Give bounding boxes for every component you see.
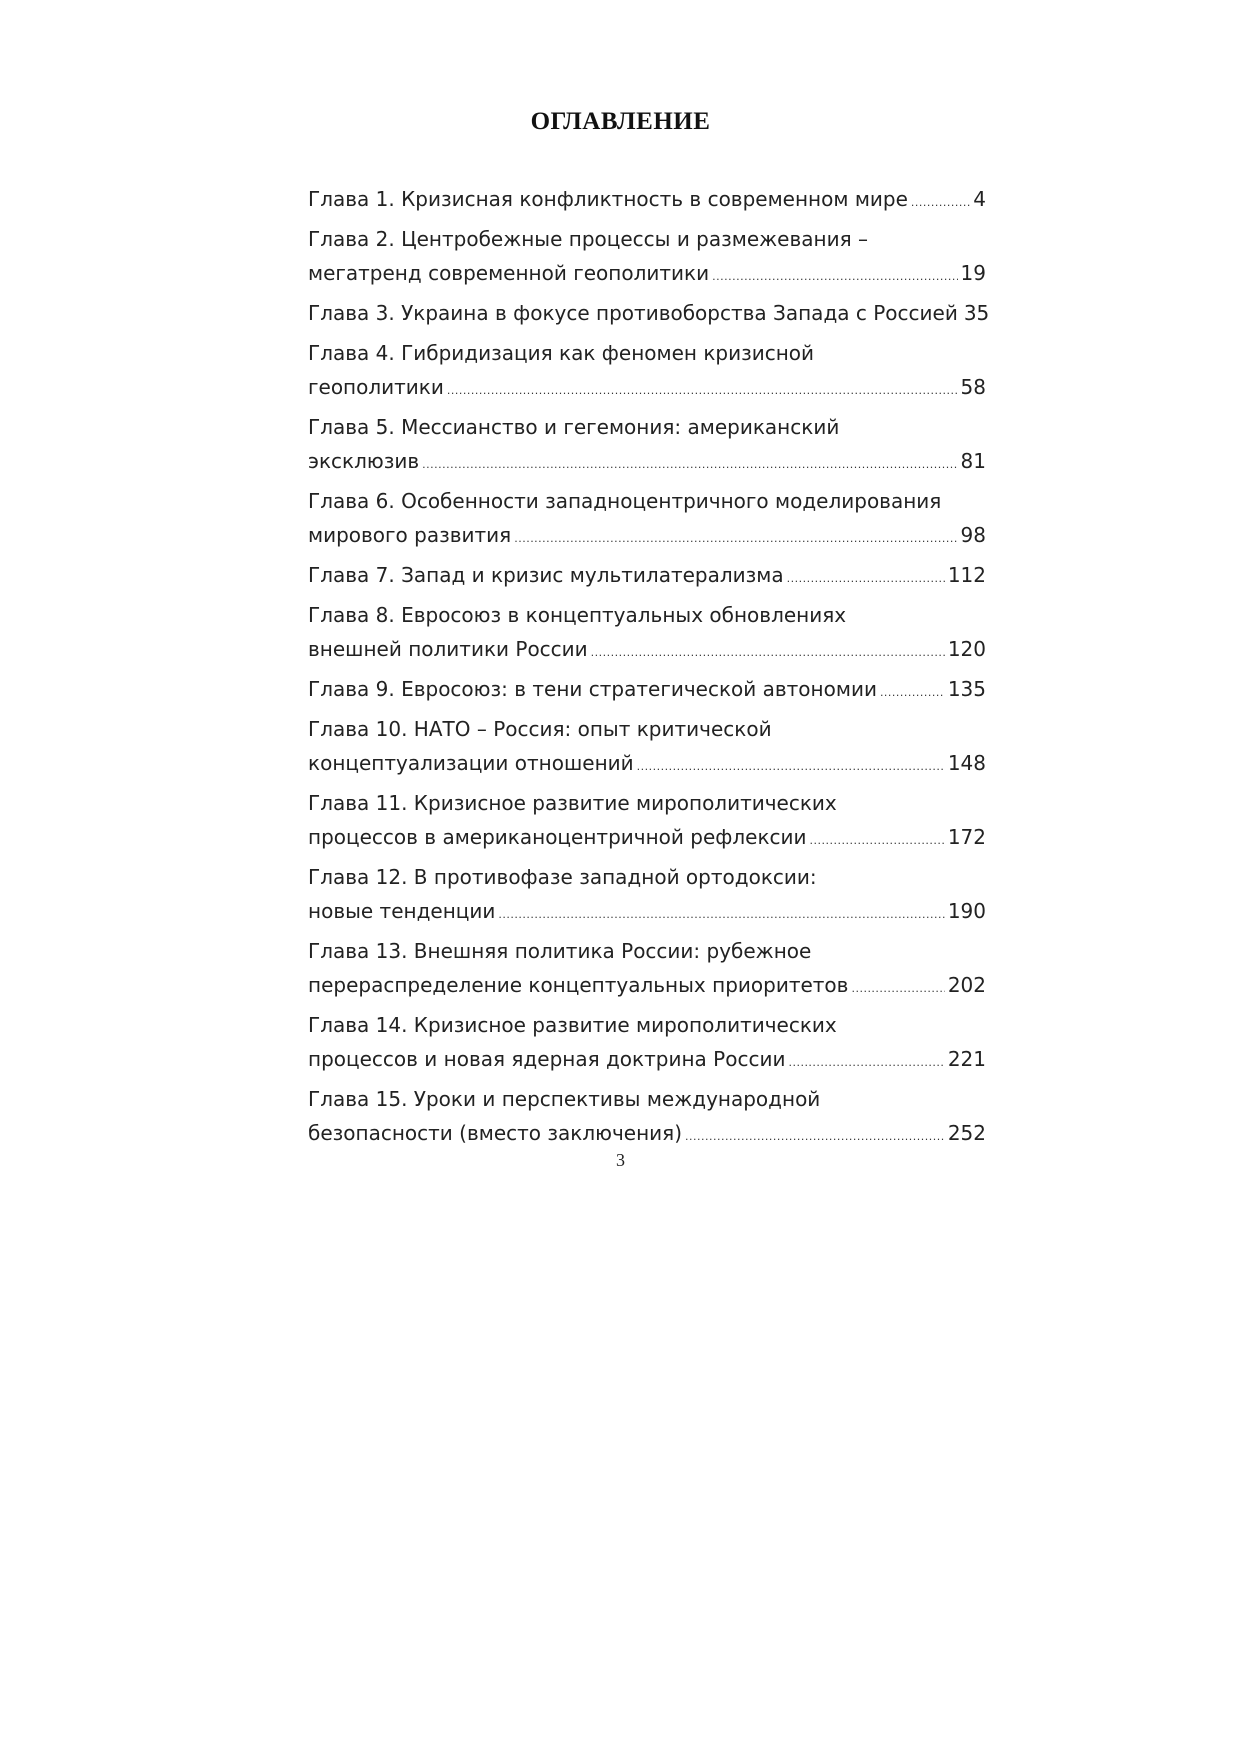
dot-leader [712, 260, 957, 294]
toc-entry-text: перераспределение концептуальных приоритетов [308, 973, 849, 997]
dot-leader [911, 186, 970, 220]
toc-page-number: 148 [947, 751, 986, 775]
toc-entry-text: внешней политики России [308, 637, 588, 661]
toc-entry-line [308, 968, 986, 1002]
dot-leader [422, 448, 957, 482]
toc-page-number: 202 [947, 973, 986, 997]
toc-entry-text: процессов в американоцентричной рефлексии [308, 825, 807, 849]
toc-page-number: 58 [960, 375, 986, 399]
toc-entry-line [308, 1042, 986, 1076]
toc-entry-line [308, 632, 986, 666]
toc-page-number: 190 [947, 899, 986, 923]
toc-entry-line [308, 746, 986, 780]
toc-entry-text: мирового развития [308, 523, 512, 547]
toc-entry-line [308, 558, 986, 592]
toc-entry-text: Глава 6. Особенности западноцентричного моделирования [308, 489, 942, 513]
toc-page-number: 98 [960, 523, 986, 547]
toc-entry-text: Глава 12. В противофазе западной ортодоксии: [308, 865, 817, 889]
toc-entry-line [308, 518, 986, 552]
toc-entry-text: эксклюзив [308, 449, 420, 473]
toc-page-number: 81 [960, 449, 986, 473]
toc-page-number: 19 [960, 261, 986, 285]
dot-leader [637, 750, 945, 784]
toc-entry-text: геополитики [308, 375, 444, 399]
toc-entry-text: Глава 15. Уроки и перспективы международной [308, 1087, 821, 1111]
toc-entry-line [308, 1116, 986, 1150]
dot-leader [498, 898, 944, 932]
toc-entry-text: Глава 5. Мессианство и гегемония: американский [308, 415, 840, 439]
toc-entry[interactable] [308, 860, 986, 928]
toc-entry-text: Глава 3. Украина в фокусе противоборства Запада с Россией [308, 301, 958, 325]
toc-entry-line [308, 444, 986, 478]
toc-page-number: 172 [947, 825, 986, 849]
toc-entry-text: безопасности (вместо заключения) [308, 1121, 682, 1145]
toc-entry-line [308, 256, 986, 290]
toc-entry-text: Глава 13. Внешняя политика России: рубежное [308, 939, 812, 963]
toc-page-number: 4 [973, 187, 986, 211]
toc-entry[interactable] [308, 558, 986, 592]
toc-entry-line [308, 894, 986, 928]
toc-page-number: 135 [947, 677, 986, 701]
toc-entry[interactable] [308, 672, 986, 706]
toc-entry-text: процессов и новая ядерная доктрина России [308, 1047, 786, 1071]
dot-leader [787, 562, 945, 596]
toc-entry[interactable] [308, 934, 986, 1002]
toc-page-number: 252 [947, 1121, 986, 1145]
toc-entry-text: Глава 2. Центробежные процессы и размежевания – [308, 227, 868, 251]
toc-entry[interactable] [308, 484, 986, 552]
toc-entry[interactable] [308, 410, 986, 478]
dot-leader [514, 522, 957, 556]
toc-entry-line [308, 672, 986, 706]
toc-entry[interactable] [308, 336, 986, 404]
toc-entry-text: Глава 4. Гибридизация как феномен кризисной [308, 341, 815, 365]
toc-entry[interactable] [308, 786, 986, 854]
toc-entry[interactable] [308, 182, 986, 216]
toc-entry-text: Глава 11. Кризисное развитие миропoлитических [308, 791, 837, 815]
toc-entry-line [308, 182, 986, 216]
toc-entry[interactable] [308, 1008, 986, 1076]
toc-page-number: 120 [947, 637, 986, 661]
page-number: 3 [616, 1150, 625, 1170]
toc-entry-text: концептуализации отношений [308, 751, 634, 775]
dot-leader [880, 676, 945, 710]
toc-entry-text: Глава 1. Кризисная конфликтность в современном мире [308, 187, 908, 211]
dot-leader [810, 824, 945, 858]
toc-entry-line [308, 370, 986, 404]
table-of-contents [308, 182, 990, 1156]
toc-entry-text: Глава 9. Евросоюз: в тени стратегической автономии [308, 677, 877, 701]
toc-entry[interactable] [308, 222, 986, 290]
toc-page-number: 112 [947, 563, 986, 587]
dot-leader [685, 1120, 945, 1154]
toc-entry-text: мегатренд современной геополитики [308, 261, 710, 285]
toc-entry-line [308, 820, 986, 854]
toc-entry-line [308, 296, 990, 330]
toc-entry-text: новые тенденции [308, 899, 496, 923]
dot-leader [447, 374, 958, 408]
toc-entry-text: Глава 7. Запад и кризис мультилатерализма [308, 563, 784, 587]
dot-leader [788, 1046, 944, 1080]
toc-entry[interactable] [308, 1082, 986, 1150]
dot-leader [851, 972, 944, 1006]
toc-page-number: 221 [947, 1047, 986, 1071]
toc-title: ОГЛАВЛЕНИЕ [530, 108, 711, 135]
toc-entry[interactable] [308, 712, 986, 780]
dot-leader [591, 636, 945, 670]
toc-entry[interactable] [308, 598, 986, 666]
toc-entry[interactable] [308, 296, 990, 330]
toc-entry-text: Глава 10. НАТО – Россия: опыт критической [308, 717, 772, 741]
toc-page-number: 35 [963, 301, 990, 325]
toc-entry-text: Глава 8. Евросоюз в концептуальных обновлениях [308, 603, 847, 627]
toc-entry-text: Глава 14. Кризисное развитие миропoлитических [308, 1013, 837, 1037]
